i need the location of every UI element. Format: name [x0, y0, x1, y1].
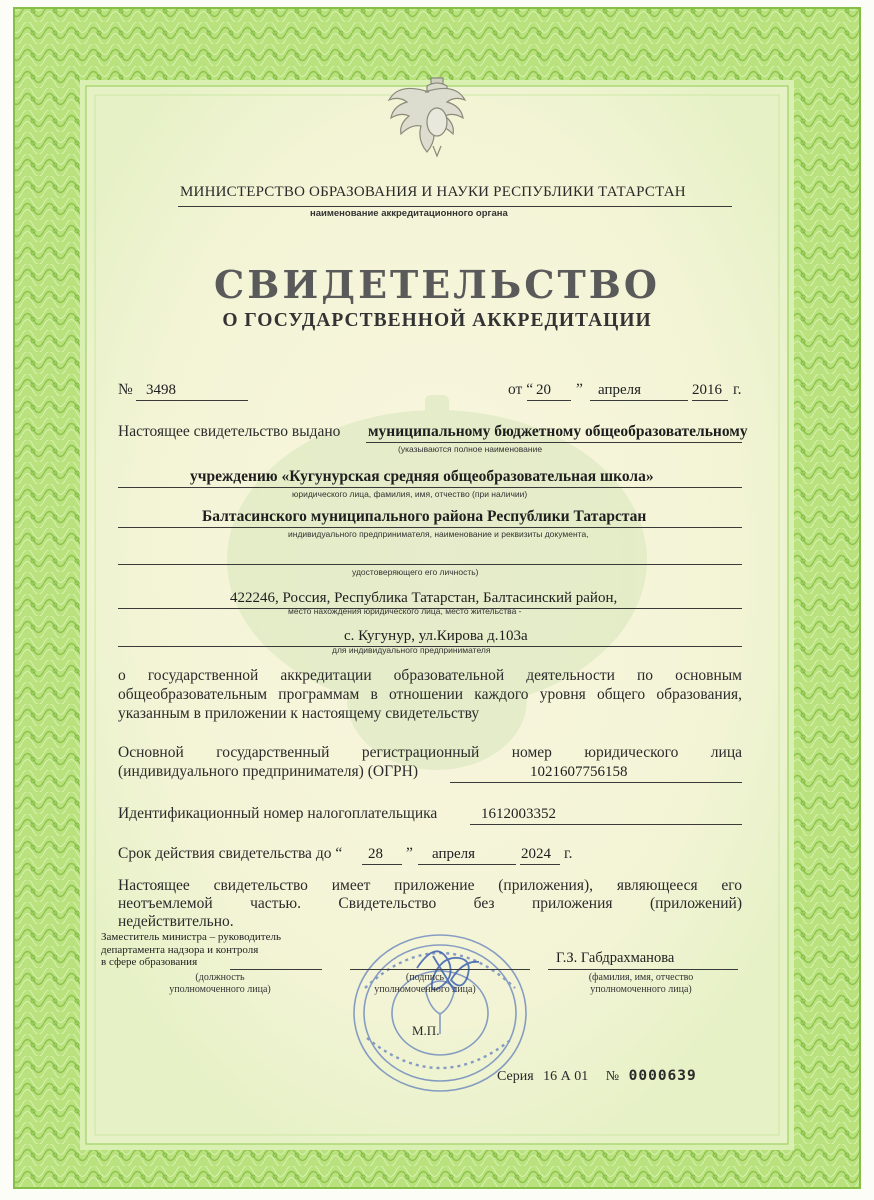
issued-caption-4: удостоверяющего его личность) — [352, 567, 479, 577]
issued-to-line-2: учреждению «Кугунурская средняя общеобразовательная школа» — [190, 468, 654, 485]
date-prefix: от “ — [508, 381, 534, 398]
issue-day: 20 — [536, 382, 551, 398]
ogrn-line-2: (индивидуального предпринимателя) (ОГРН) — [118, 763, 419, 780]
position-line-1: Заместитель министра – руководитель — [101, 931, 281, 943]
validity-day-suffix: ” — [406, 845, 413, 862]
address-caption-2: для индивидуального предпринимателя — [332, 645, 491, 655]
issuing-authority: МИНИСТЕРСТВО ОБРАЗОВАНИЯ И НАУКИ РЕСПУБЛИКИ ТАТАРСТАН — [180, 184, 686, 200]
position-caption-line-1: (должность — [195, 972, 245, 983]
signature-caption — [355, 972, 495, 996]
appendix-line-3: недействительно. — [118, 913, 234, 930]
document-title: СВИДЕТЕЛЬСТВО — [214, 262, 660, 307]
date-day-suffix: ” — [576, 381, 583, 398]
series-label: Серия — [497, 1069, 534, 1084]
address-line-1: 422246, Россия, Республика Татарстан, Балтасинский район, — [230, 590, 618, 606]
signature-underline — [350, 969, 530, 970]
date-year-underline — [692, 400, 728, 401]
issued-underline-2 — [118, 487, 742, 488]
authority-underline — [178, 206, 732, 207]
date-month-underline — [590, 400, 688, 401]
document-subtitle: О ГОСУДАРСТВЕННОЙ АККРЕДИТАЦИИ — [222, 310, 652, 331]
position-underline — [230, 969, 322, 970]
authority-caption: наименование аккредитационного органа — [310, 208, 508, 219]
name-caption-line-2: уполномоченного лица) — [590, 984, 692, 995]
purpose-line-1: о государственной аккредитации образовательной деятельности по основным — [118, 667, 742, 684]
position-caption — [150, 972, 290, 996]
issued-underline-1 — [366, 442, 742, 443]
appendix-line-1: Настоящее свидетельство имеет приложение (приложения), являющееся его — [118, 877, 742, 894]
issued-caption-1: (указываются полное наименование — [398, 444, 543, 454]
position-line-3: в сфере образования — [101, 956, 198, 968]
inn-value: 1612003352 — [481, 806, 556, 822]
series-block — [497, 1068, 697, 1085]
number-underline — [136, 400, 248, 401]
signature-caption-line-2: уполномоченного лица) — [374, 984, 476, 995]
validity-day-underline — [362, 864, 402, 865]
inn-underline — [470, 824, 742, 825]
validity-year-underline — [520, 864, 560, 865]
issued-underline-3 — [118, 527, 742, 528]
validity-month: апреля — [432, 846, 476, 862]
name-caption-line-1: (фамилия, имя, отчество — [588, 972, 694, 983]
appendix-line-2: неотъемлемой частью. Свидетельство без приложения (приложений) — [118, 895, 742, 912]
issue-year: 2016 — [692, 382, 722, 398]
validity-label: Срок действия свидетельства до “ — [118, 845, 343, 862]
signatory-name: Г.З. Габдрахманова — [556, 950, 675, 966]
number-label: № — [118, 381, 133, 398]
issued-caption-3: индивидуального предпринимателя, наименование и реквизиты документа, — [288, 529, 589, 539]
validity-year-suffix: г. — [564, 845, 573, 862]
name-caption — [566, 972, 716, 996]
inn-label: Идентификационный номер налогоплательщика — [118, 805, 438, 822]
issued-caption-2: юридического лица, фамилия, имя, отчество (при наличии) — [292, 489, 528, 499]
purpose-line-3: указанным в приложении к настоящему свидетельству — [118, 705, 480, 722]
date-day-underline — [527, 400, 571, 401]
issued-underline-4 — [118, 564, 742, 565]
ogrn-value: 1021607756158 — [530, 764, 628, 780]
series-number: 0000639 — [628, 1068, 697, 1084]
series-value: 16 А 01 — [543, 1069, 589, 1084]
validity-day: 28 — [368, 846, 383, 862]
issued-lead: Настоящее свидетельство выдано — [118, 423, 341, 440]
address-line-2: с. Кугунур, ул.Кирова д.103а — [344, 628, 528, 644]
issue-month: апреля — [598, 382, 642, 398]
purpose-line-2: общеобразовательным программам в отношении каждого уровня общего образования, — [118, 686, 742, 703]
stamp-place-label: М.П. — [412, 1023, 440, 1038]
validity-month-underline — [418, 864, 516, 865]
position-caption-line-2: уполномоченного лица) — [169, 984, 271, 995]
signatory-position — [101, 931, 281, 969]
validity-year: 2024 — [521, 846, 551, 862]
name-underline — [548, 969, 738, 970]
issued-to-line-3: Балтасинского муниципального района Республики Татарстан — [202, 508, 647, 525]
ogrn-underline — [450, 782, 742, 783]
certificate-number: 3498 — [146, 382, 176, 398]
date-year-suffix: г. — [733, 381, 742, 398]
signature-caption-line-1: (подпись — [405, 972, 445, 983]
series-number-label: № — [605, 1069, 620, 1084]
ogrn-line-1: Основной государственный регистрационный номер юридического лица — [118, 744, 742, 761]
address-caption-1: место нахождения юридического лица, место жительства - — [288, 606, 522, 616]
position-line-2: департамента надзора и контроля — [101, 943, 259, 956]
issued-to-line-1: муниципальному бюджетному общеобразовательному — [368, 423, 748, 440]
